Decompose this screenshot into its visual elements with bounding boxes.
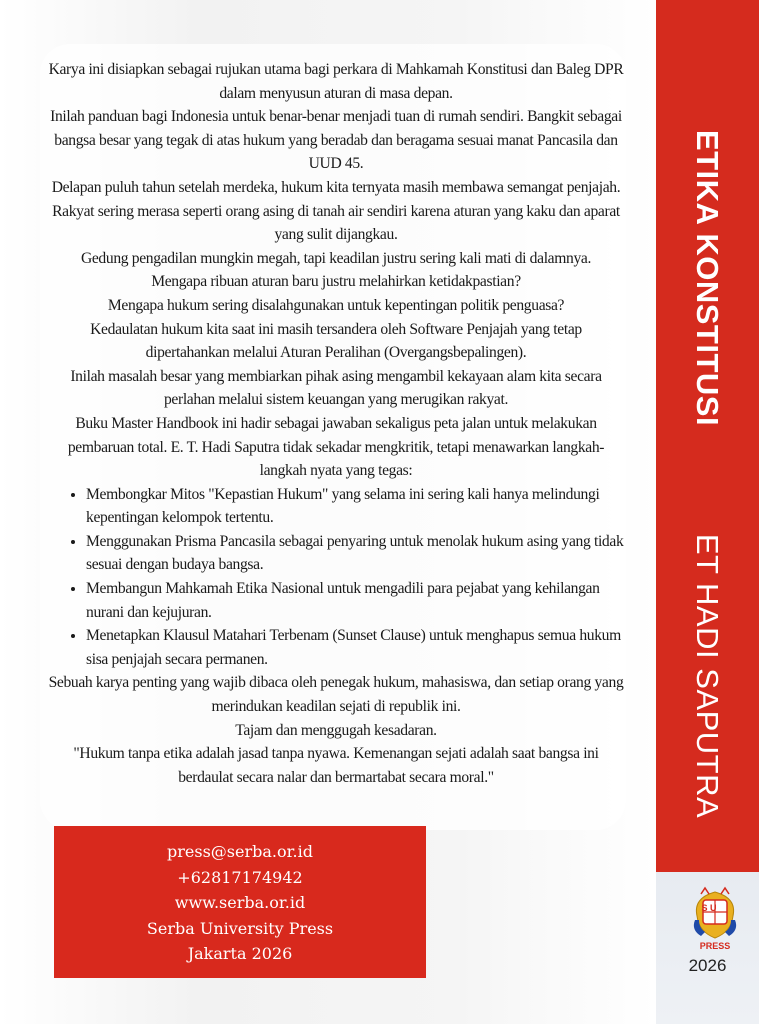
back-cover-blurb: [48, 58, 624, 789]
blurb-paragraph: Inilah panduan bagi Indonesia untuk benar-benar menjadi tuan di rumah sendiri. Bangkit sebagai bangsa besar yang tegak di atas hukum yang beradab dan beragama sesuai manat Pancasila dan UUD 45.: [50, 108, 622, 173]
bullet-item: • Membangun Mahkamah Etika Nasional untuk mengadili para pejabat yang kehilangan nurani dan kejujuran.: [86, 577, 624, 624]
logo-press-label: PRESS: [699, 941, 731, 951]
logo-letter-s: S U: [701, 903, 717, 913]
blurb-paragraph: Karya ini disiapkan sebagai rujukan utama bagi perkara di Mahkamah Konstitusi dan Baleg DPR dalam menyusun aturan di masa depan.: [48, 61, 624, 102]
blurb-quote: "Hukum tanpa etika adalah jasad tanpa nyawa. Kemenangan sejati adalah saat bangsa ini berdaulat secara nalar dan bermartabat secara moral.": [73, 745, 599, 786]
spine-title: ETIKA KONSTITUSI: [690, 129, 725, 427]
spine-year: 2026: [688, 956, 727, 975]
blurb-paragraph: Sebuah karya penting yang wajib dibaca oleh penegak hukum, mahasiswa, dan setiap orang yang merindukan keadilan sejati di republik ini.: [48, 674, 624, 716]
contact-phone: +62817174942: [177, 867, 303, 887]
bullet-item: • Menetapkan Klausul Matahari Terbenam (Sunset Clause) untuk menghapus semua hukum sisa penjajah secara permanen.: [86, 624, 624, 671]
press-logo-icon: [691, 886, 739, 952]
bullet-item: • Menggunakan Prisma Pancasila sebagai penyaring untuk menolak hukum asing yang tidak sesuai dengan budaya bangsa.: [86, 530, 624, 577]
blurb-bullet-list: [48, 483, 624, 672]
contact-publisher: Serba University Press: [146, 918, 334, 938]
blurb-paragraph: Kedaulatan hukum kita saat ini masih tersandera oleh Software Penjajah yang tetap dipertahankan melalui Aturan Peralihan (Overgangsbepalingen).: [90, 320, 582, 362]
blurb-paragraph: Inilah masalah besar yang membiarkan pihak asing mengambil kekayaan alam kita secara perlahan melalui sistem keuangan yang merugikan rakyat.: [70, 367, 602, 409]
blurb-question: Mengapa hukum sering disalahgunakan untuk kepentingan politik penguasa?: [107, 296, 565, 314]
contact-email[interactable]: press@serba.or.id: [167, 842, 313, 861]
contact-lines: [54, 839, 426, 967]
contact-website[interactable]: www.serba.or.id: [174, 893, 306, 912]
contact-place-year: Jakarta 2026: [187, 944, 293, 963]
blurb-question: Mengapa ribuan aturan baru justru melahirkan ketidakpastian?: [151, 273, 521, 291]
blurb-tagline: Tajam dan menggugah kesadaran.: [235, 721, 437, 739]
blurb-paragraph: Gedung pengadilan mungkin megah, tapi keadilan justru sering kali mati di dalamnya.: [80, 249, 592, 267]
blurb-paragraph: Buku Master Handbook ini hadir sebagai jawaban sekaligus peta jalan untuk melakukan pembaruan total. E. T. Hadi Saputra tidak sekadar mengkritik, tetapi menawarkan langkah-langkah nyata yang tegas:: [67, 414, 605, 480]
bullet-item: • Membongkar Mitos "Kepastian Hukum" yang selama ini sering kali hanya melindungi kepentingan kelompok tertentu.: [86, 483, 624, 530]
blurb-paragraph: Delapan puluh tahun setelah merdeka, hukum kita ternyata masih membawa semangat penjajah. Rakyat sering merasa seperti orang asing di tanah air sendiri karena aturan yang kaku dan aparat yang sulit dijangkau.: [51, 178, 621, 244]
spine-author: ET HADI SAPUTRA: [690, 533, 725, 819]
